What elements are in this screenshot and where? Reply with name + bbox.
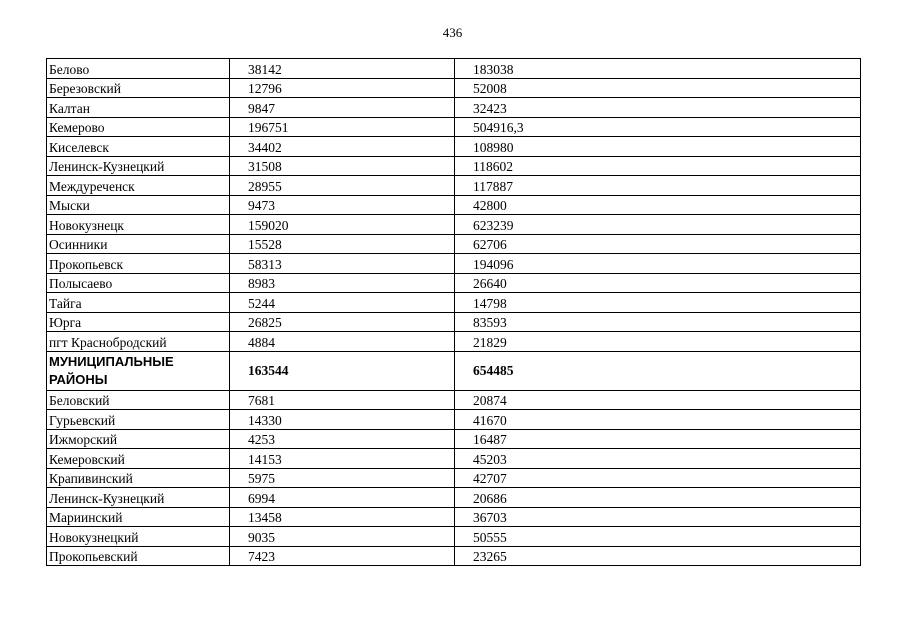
section-title: МУНИЦИПАЛЬНЫЕ РАЙОНЫ — [47, 351, 230, 390]
value-column-2: 21829 — [455, 332, 861, 352]
value-column-2: 32423 — [455, 98, 861, 118]
district-name: Гурьевский — [47, 410, 230, 430]
municipality-name: Мыски — [47, 195, 230, 215]
municipality-name: Новокузнецк — [47, 215, 230, 235]
table-row — [47, 546, 861, 566]
value-column-2: 14798 — [455, 293, 861, 313]
data-table — [46, 58, 861, 566]
value-column-1: 5244 — [230, 293, 455, 313]
municipality-name: Полысаево — [47, 273, 230, 293]
value-column-2: 52008 — [455, 78, 861, 98]
table-row — [47, 78, 861, 98]
table-row — [47, 234, 861, 254]
value-column-1: 4253 — [230, 429, 455, 449]
value-column-2: 36703 — [455, 507, 861, 527]
value-column-2: 504916,3 — [455, 117, 861, 137]
municipality-name: Прокопьевск — [47, 254, 230, 274]
value-column-2: 118602 — [455, 156, 861, 176]
municipality-name: Юрга — [47, 312, 230, 332]
value-column-2: 117887 — [455, 176, 861, 196]
value-column-2: 45203 — [455, 449, 861, 469]
value-column-1: 28955 — [230, 176, 455, 196]
value-column-2: 183038 — [455, 59, 861, 79]
value-column-1: 159020 — [230, 215, 455, 235]
district-name: Крапивинский — [47, 468, 230, 488]
value-column-2: 83593 — [455, 312, 861, 332]
value-column-1: 58313 — [230, 254, 455, 274]
table-row — [47, 332, 861, 352]
value-column-1: 9473 — [230, 195, 455, 215]
table-row — [47, 156, 861, 176]
table-row — [47, 390, 861, 410]
value-column-2: 194096 — [455, 254, 861, 274]
table-row — [47, 468, 861, 488]
value-column-2: 623239 — [455, 215, 861, 235]
municipality-name: Киселевск — [47, 137, 230, 157]
value-column-2: 50555 — [455, 527, 861, 547]
district-name: Мариинский — [47, 507, 230, 527]
value-column-1: 31508 — [230, 156, 455, 176]
page-number: 436 — [442, 25, 463, 40]
table-row — [47, 117, 861, 137]
section-total-1: 163544 — [230, 351, 455, 390]
value-column-1: 26825 — [230, 312, 455, 332]
table-row — [47, 195, 861, 215]
value-column-1: 9847 — [230, 98, 455, 118]
value-column-1: 7681 — [230, 390, 455, 410]
value-column-1: 196751 — [230, 117, 455, 137]
district-name: Ижморский — [47, 429, 230, 449]
value-column-1: 15528 — [230, 234, 455, 254]
table-row — [47, 137, 861, 157]
municipality-name: Ленинск-Кузнецкий — [47, 156, 230, 176]
value-column-2: 20874 — [455, 390, 861, 410]
municipality-name: Березовский — [47, 78, 230, 98]
value-column-1: 8983 — [230, 273, 455, 293]
municipality-name: пгт Краснобродский — [47, 332, 230, 352]
value-column-1: 9035 — [230, 527, 455, 547]
section-total-2: 654485 — [455, 351, 861, 390]
value-column-2: 108980 — [455, 137, 861, 157]
district-name: Ленинск-Кузнецкий — [47, 488, 230, 508]
value-column-1: 12796 — [230, 78, 455, 98]
district-name: Новокузнецкий — [47, 527, 230, 547]
value-column-1: 5975 — [230, 468, 455, 488]
value-column-2: 23265 — [455, 546, 861, 566]
value-column-1: 14330 — [230, 410, 455, 430]
district-name: Кемеровский — [47, 449, 230, 469]
table-row — [47, 176, 861, 196]
table-row — [47, 488, 861, 508]
value-column-1: 34402 — [230, 137, 455, 157]
municipality-name: Осинники — [47, 234, 230, 254]
value-column-1: 38142 — [230, 59, 455, 79]
municipality-name: Междуреченск — [47, 176, 230, 196]
municipality-name: Белово — [47, 59, 230, 79]
table-row — [47, 507, 861, 527]
value-column-2: 62706 — [455, 234, 861, 254]
value-column-2: 42800 — [455, 195, 861, 215]
value-column-2: 42707 — [455, 468, 861, 488]
table-row — [47, 449, 861, 469]
value-column-1: 7423 — [230, 546, 455, 566]
value-column-2: 16487 — [455, 429, 861, 449]
table-row — [47, 273, 861, 293]
municipality-name: Тайга — [47, 293, 230, 313]
district-name: Прокопьевский — [47, 546, 230, 566]
value-column-1: 4884 — [230, 332, 455, 352]
table-row — [47, 429, 861, 449]
table-body — [47, 59, 861, 566]
table-row — [47, 59, 861, 79]
value-column-2: 26640 — [455, 273, 861, 293]
table-row — [47, 98, 861, 118]
value-column-1: 6994 — [230, 488, 455, 508]
value-column-1: 13458 — [230, 507, 455, 527]
section-header-row — [47, 351, 861, 390]
municipality-name: Калтан — [47, 98, 230, 118]
value-column-2: 41670 — [455, 410, 861, 430]
value-column-1: 14153 — [230, 449, 455, 469]
table-row — [47, 215, 861, 235]
table-row — [47, 312, 861, 332]
value-column-2: 20686 — [455, 488, 861, 508]
district-name: Беловский — [47, 390, 230, 410]
municipality-name: Кемерово — [47, 117, 230, 137]
table-row — [47, 410, 861, 430]
table-row — [47, 254, 861, 274]
table-row — [47, 293, 861, 313]
table-row — [47, 527, 861, 547]
